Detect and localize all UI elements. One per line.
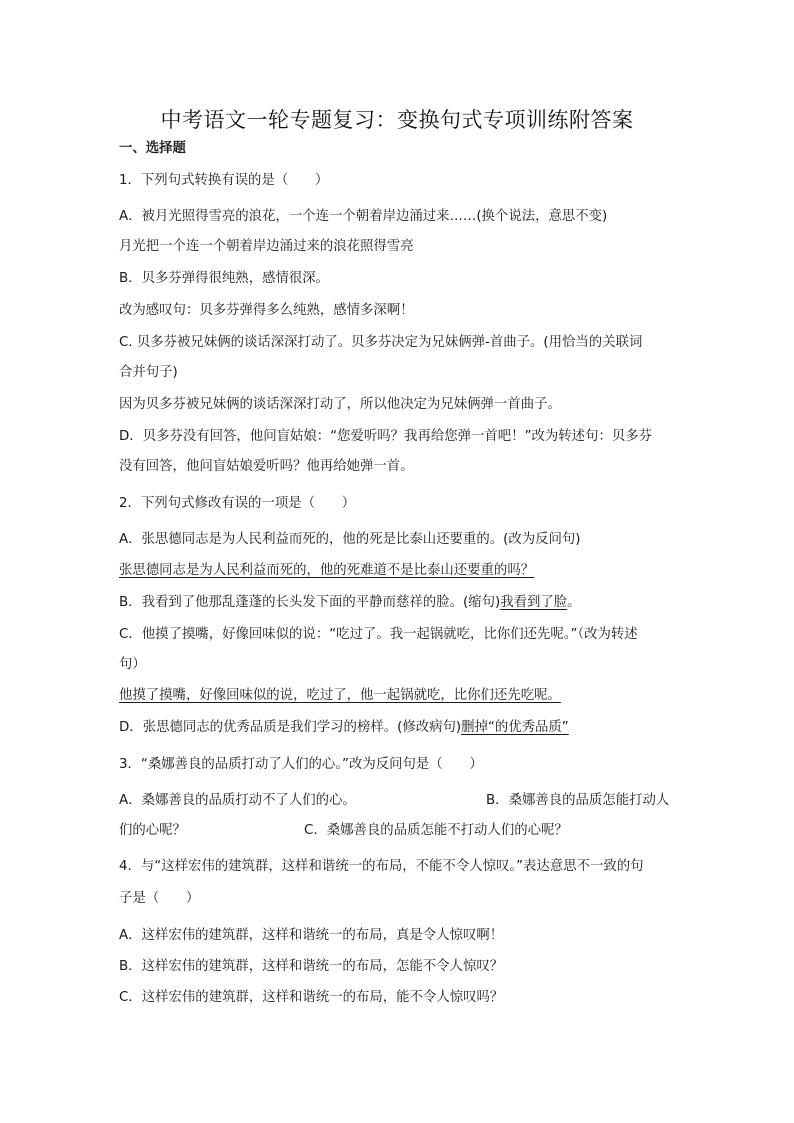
q3-option-b-line2: 们的心呢？	[119, 823, 186, 838]
q4-stem-line2: 子是（ ）	[119, 891, 200, 906]
q2-option-a: A．张思德同志是为人民利益而死的，他的死是比泰山还要重的。(改为反问句)	[119, 532, 581, 547]
q3-stem: 3．“桑娜善良的品质打动了人们的心。”改为反问句是（ ）	[119, 757, 483, 772]
section-heading: 一、选择题	[119, 141, 186, 156]
q3-option-c: C．桑娜善良的品质怎能不打动人们的心呢？	[304, 823, 568, 838]
q2-option-c-line1: C．他摸了摸嘴，好像回味似的说：“吃过了。我一起锅就吃，比你们还先呢。”（改为转述	[119, 627, 638, 642]
q4-stem-line1: 4．与“这样宏伟的建筑群，这样和谐统一的布局，不能不令人惊叹。”表达意思不一致的句	[119, 859, 644, 874]
q3-option-a: A．桑娜善良的品质打动不了人们的心。	[119, 793, 356, 808]
q1-option-b-answer: 改为感叹句：贝多芬弹得多么纯熟，感情多深啊！	[119, 303, 414, 318]
q2-option-a-answer: 张思德同志是为人民利益而死的，他的死难道不是比泰山还要重的吗？	[119, 563, 535, 578]
q1-option-c-line1: C. 贝多芬被兄妹俩的谈话深深打动了。贝多芬决定为兄妹俩弹-首曲子。(用恰当的关联词	[119, 335, 643, 350]
q3-option-b-line1: B．桑娜善良的品质怎能打动人	[486, 793, 670, 808]
q1-option-b: B．贝多芬弹得很纯熟，感情很深。	[119, 271, 330, 286]
q2-option-c-line2: 句）	[119, 657, 146, 672]
q4-option-a: A．这样宏伟的建筑群，这样和谐统一的布局，真是令人惊叹啊！	[119, 928, 504, 943]
q1-option-a: A．被月光照得雪亮的浪花，一个连一个朝着岸边涌过来……(换个说法，意思不变)	[119, 209, 608, 224]
q2-option-d-answer: 删掉“的优秀品质”	[461, 720, 569, 735]
q2-option-b	[119, 594, 679, 612]
q2-stem: 2．下列句式修改有误的一项是（ ）	[119, 496, 356, 511]
q2-option-d-text: D．张思德同志的优秀品质是我们学习的榜样。(修改病句)	[119, 720, 462, 735]
q1-stem: 1．下列句式转换有误的是（ ）	[119, 173, 329, 188]
q2-option-c-answer: 他摸了摸嘴，好像回味似的说，吃过了，他一起锅就吃，比你们还先吃呢。	[119, 688, 561, 703]
q2-option-b-end: 。	[567, 595, 581, 610]
q2-option-d	[119, 719, 679, 737]
page-title: 中考语文一轮专题复习：变换句式专项训练附答案	[160, 108, 634, 132]
q4-option-c: C．这样宏伟的建筑群，这样和谐统一的布局，能不令人惊叹吗？	[119, 990, 504, 1005]
q1-option-d-line1: D．贝多芬没有回答，他问盲姑娘：“您爱听吗？我再给您弹一首吧！”改为转述句：贝多芬	[119, 429, 653, 444]
q1-option-d-line2: 没有回答，他问盲姑娘爱听吗？他再给她弹一首。	[119, 459, 414, 474]
q1-option-c-line2: 合并句子)	[119, 365, 178, 380]
q2-option-b-answer: 我看到了脸	[500, 595, 568, 610]
q4-option-b: B．这样宏伟的建筑群，这样和谐统一的布局，怎能不令人惊叹？	[119, 959, 504, 974]
q1-option-c-answer: 因为贝多芬被兄妹俩的谈话深深打动了，所以他决定为兄妹俩弹一首曲子。	[119, 397, 561, 412]
q1-option-a-answer: 月光把一个连一个朝着岸边涌过来的浪花照得雪亮	[119, 239, 414, 254]
q2-option-b-text: B．我看到了他那乱蓬蓬的长头发下面的平静而慈祥的脸。(缩句)	[119, 595, 501, 610]
